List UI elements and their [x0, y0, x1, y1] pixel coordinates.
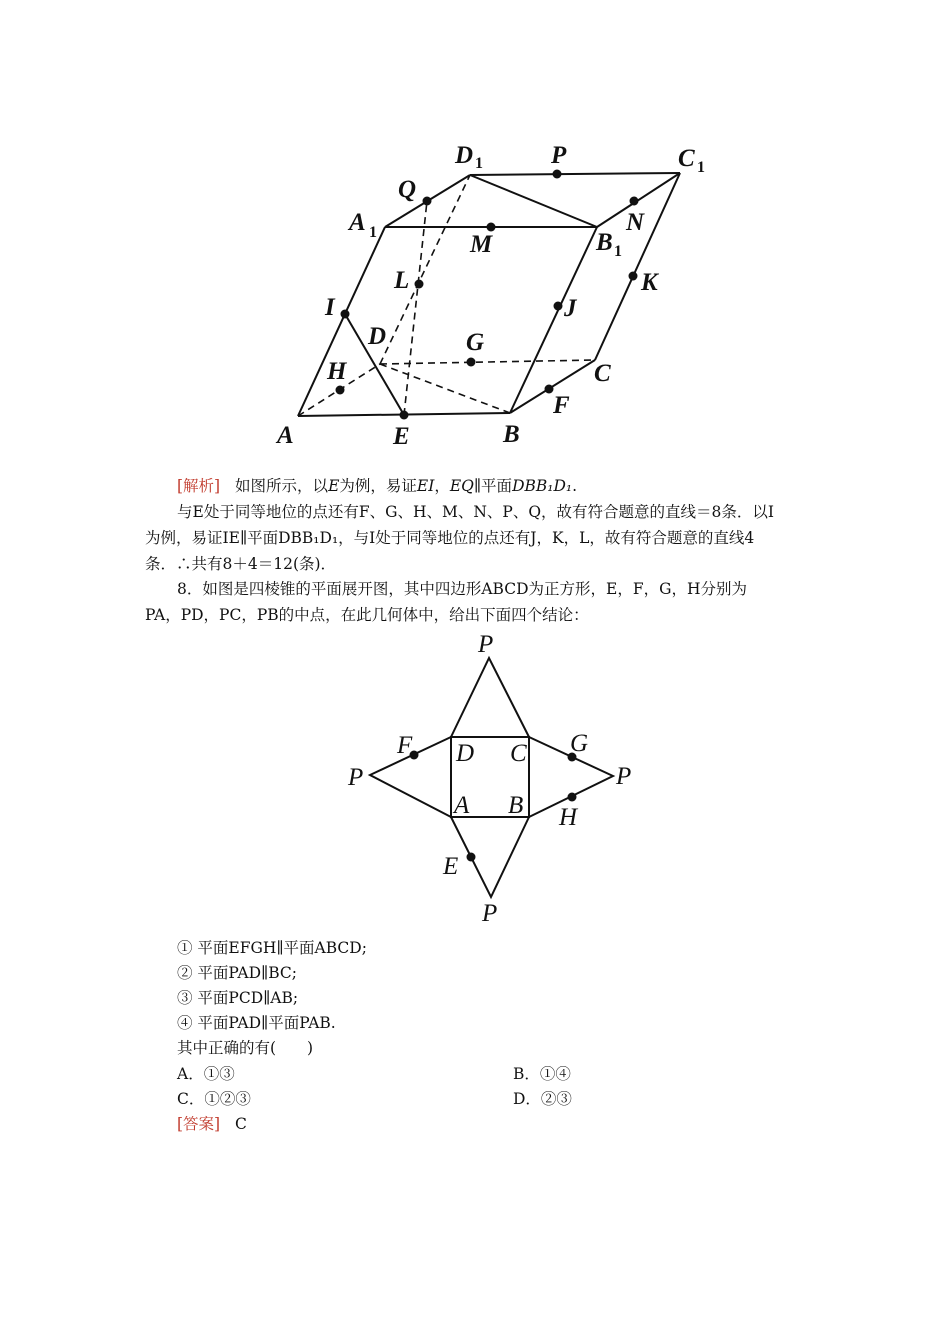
label-B1-sub: 1 [614, 243, 622, 260]
point-H [568, 793, 577, 802]
label-D1: D [455, 142, 474, 169]
label-P-left: P [348, 764, 364, 791]
question-line-2: PA，PD，PC，PB的中点，在此几何体中，给出下面四个结论： [145, 606, 589, 624]
label-G: G [466, 329, 485, 356]
answer-value: C [235, 1115, 247, 1133]
triangle-bottom [451, 817, 529, 897]
label-P: P [551, 142, 567, 169]
label-A1: A [349, 209, 366, 236]
choice-D[interactable]: D．②③ [513, 1090, 572, 1108]
question-line-1: 8．如图是四棱锥的平面展开图，其中四边形ABCD为正方形，E，F，G，H分别为 [177, 580, 747, 598]
point-Q [423, 197, 432, 206]
label-F: F [397, 732, 413, 759]
edge-D1B1 [470, 175, 597, 227]
analysis-line-3: 为例，易证IE∥平面DBB₁D₁，与I处于同等地位的点还有J，K，L，故有符合题意的直线4 [145, 529, 755, 547]
analysis-var-E: E [328, 477, 340, 495]
label-P-bottom: P [482, 900, 498, 927]
analysis-text: 如图所示，以 [235, 477, 329, 495]
answer-line [177, 1114, 247, 1134]
analysis-line-2: 与E处于同等地位的点还有F、G、H、M、N、P、Q，故有符合题意的直线＝8条．以I [177, 503, 775, 521]
label-D: D [368, 323, 387, 350]
point-E [467, 853, 476, 862]
analysis-var-plane: DBB₁D₁ [512, 477, 573, 495]
label-P-top: P [478, 631, 494, 658]
choice-A[interactable]: A．①③ [177, 1065, 235, 1083]
label-H: H [327, 358, 347, 385]
label-E: E [443, 853, 459, 880]
label-C1-sub: 1 [697, 159, 705, 176]
point-L [415, 280, 424, 289]
label-G: G [570, 730, 589, 757]
label-Q: Q [398, 176, 417, 203]
point-E [400, 411, 409, 420]
triangle-top [451, 658, 529, 737]
question-prompt: 其中正确的有( ) [177, 1039, 314, 1057]
label-N: N [626, 209, 645, 236]
label-A: A [277, 422, 294, 449]
point-H [336, 386, 345, 395]
label-B: B [503, 421, 520, 448]
label-A1-sub: 1 [369, 224, 377, 241]
label-M: M [470, 231, 493, 258]
pyramid-net-figure [340, 628, 640, 928]
analysis-text: ∥平面 [473, 477, 513, 495]
statement-3: ③ 平面PCD∥AB; [177, 989, 299, 1007]
analysis-var-EI: EI [416, 477, 435, 495]
statement-1: ① 平面EFGH∥平面ABCD; [177, 939, 367, 957]
analysis-tag: [解析] [177, 477, 221, 495]
label-E: E [393, 423, 410, 450]
label-P-right: P [616, 763, 632, 790]
statement-4: ④ 平面PAD∥平面PAB. [177, 1014, 336, 1032]
analysis-text: 为例，易证 [339, 477, 417, 495]
label-K: K [641, 269, 658, 296]
label-B1: B [596, 229, 613, 256]
parallelepiped-figure [270, 135, 720, 455]
choice-B[interactable]: B．①④ [513, 1065, 571, 1083]
label-C1: C [678, 145, 695, 172]
edge-DC [380, 360, 595, 364]
label-D1-sub: 1 [475, 155, 483, 172]
analysis-var-EQ: EQ [449, 477, 474, 495]
label-H: H [559, 804, 578, 831]
label-F: F [553, 392, 570, 419]
analysis-line-1 [177, 476, 577, 496]
point-G [467, 358, 476, 367]
label-C: C [594, 360, 611, 387]
label-D: D [456, 740, 475, 767]
label-L: L [394, 267, 410, 294]
point-I [341, 310, 350, 319]
choice-C[interactable]: C．①②③ [177, 1090, 251, 1108]
point-K [629, 272, 638, 281]
point-N [630, 197, 639, 206]
analysis-text: ， [434, 477, 450, 495]
label-I: I [325, 294, 335, 321]
point-J [554, 302, 563, 311]
edge-D1C1 [470, 173, 680, 175]
statement-2: ② 平面PAD∥BC; [177, 964, 297, 982]
label-B: B [508, 792, 524, 819]
label-C: C [510, 740, 527, 767]
label-A: A [454, 792, 470, 819]
analysis-text: . [572, 477, 578, 495]
answer-tag: [答案] [177, 1115, 221, 1133]
analysis-line-4: 条．∴共有8＋4＝12(条)． [145, 555, 337, 573]
label-J: J [564, 295, 577, 322]
point-P [553, 170, 562, 179]
